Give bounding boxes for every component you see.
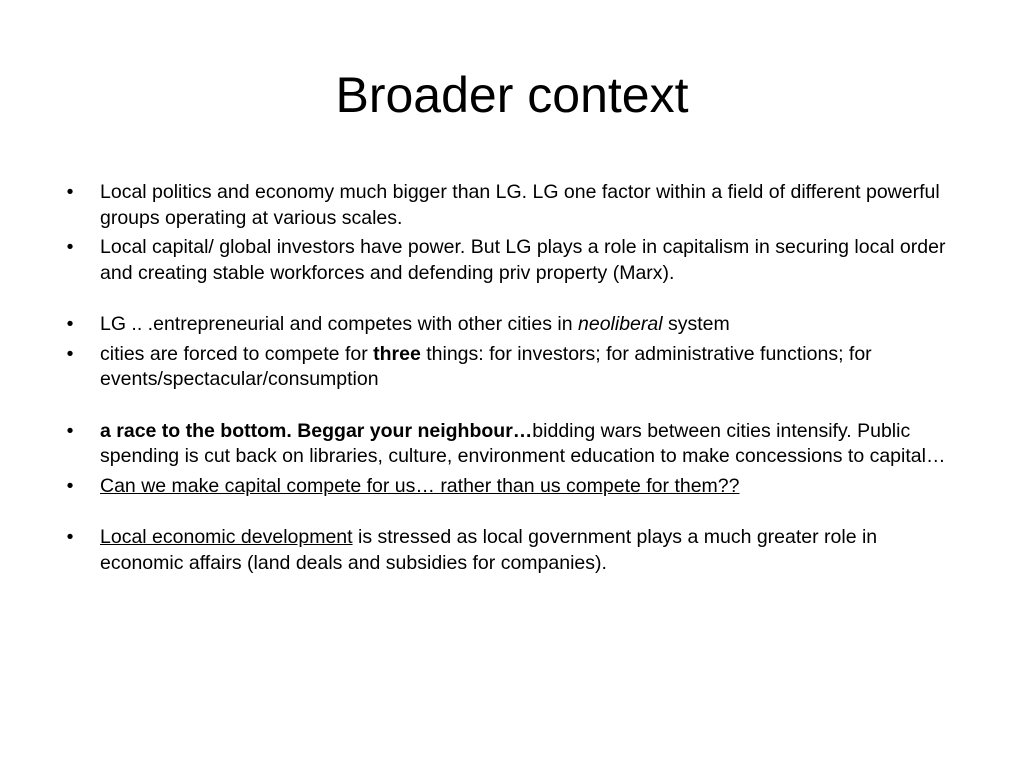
bullet-text-post: bidding wars between cities intensify. Public spending is cut back on libraries, culture, environment education to make concessions to capital… bbox=[100, 419, 946, 467]
bullet-item bbox=[60, 474, 960, 500]
bullet-text-pre: cities are forced to compete for bbox=[100, 342, 374, 365]
bullet-item bbox=[60, 419, 960, 470]
bullet-marker: • bbox=[66, 419, 74, 442]
bullet-item bbox=[60, 235, 960, 286]
bullet-text-pre: LG .. .entrepreneurial and competes with other cities in bbox=[100, 313, 578, 335]
bullet-marker: • bbox=[66, 181, 74, 203]
bullet-marker: • bbox=[66, 474, 74, 497]
bullet-text-bold: three bbox=[373, 342, 421, 365]
bullet-item bbox=[60, 312, 960, 338]
bullet-item bbox=[60, 342, 960, 393]
bullet-text-post: things: for investors; for administrative functions; for events/spectacular/consumption bbox=[100, 342, 872, 390]
bullet-text: Local capital/ global investors have power. But LG plays a role in capitalism in securing local order and creating stable workforces and defending priv property (Marx). bbox=[100, 236, 946, 284]
bullet-list bbox=[60, 180, 960, 580]
bullet-text-bold: a race to the bottom. Beggar your neighbour… bbox=[100, 419, 533, 442]
bullet-text-post: is stressed as local government plays a much greater role in economic affairs (land deals and subsidies for companies). bbox=[100, 526, 878, 574]
bullet-text-underlined: Local economic development bbox=[100, 526, 353, 548]
bullet-marker: • bbox=[66, 313, 74, 335]
slide-title: Broader context bbox=[335, 67, 689, 123]
bullet-text-post: system bbox=[662, 313, 730, 335]
bullet-marker: • bbox=[66, 236, 74, 258]
bullet-text-emphasis: neoliberal bbox=[578, 313, 663, 335]
bullet-text: Local politics and economy much bigger than LG. LG one factor within a field of different powerful groups operating at various scales. bbox=[100, 181, 940, 229]
bullet-marker: • bbox=[66, 526, 74, 548]
bullet-item bbox=[60, 525, 960, 576]
bullet-text-underlined: Can we make capital compete for us… rather than us compete for them?? bbox=[100, 474, 740, 497]
bullet-marker: • bbox=[66, 342, 74, 365]
bullet-item bbox=[60, 180, 960, 231]
